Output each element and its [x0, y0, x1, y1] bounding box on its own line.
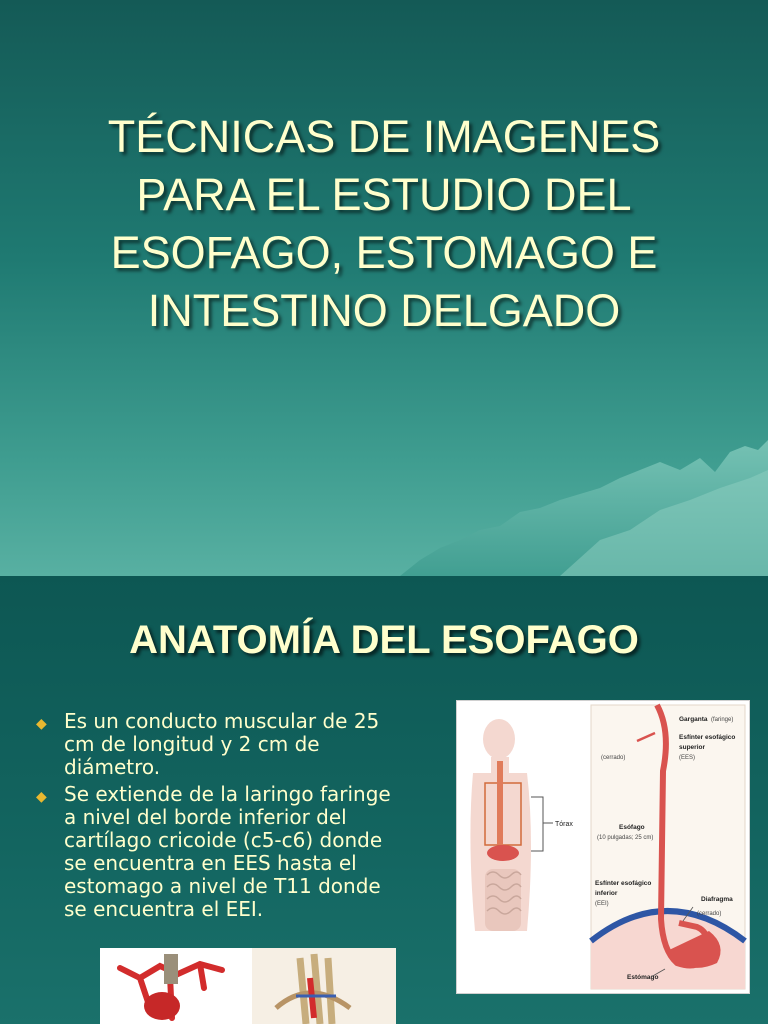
title-line: ESOFAGO, ESTOMAGO E: [110, 227, 658, 278]
bullet-line: estomago a nivel de T11 donde: [64, 874, 381, 898]
bullet-line: diámetro.: [64, 755, 161, 779]
esophagus-anatomy-figure: [456, 700, 750, 994]
figure-label: Diafragma: [701, 896, 733, 903]
slide-heading: ANATOMÍA DEL ESOFAGO: [129, 618, 639, 662]
bullet-line: se encuentra en EES hasta el: [64, 851, 357, 875]
figure-label: Garganta: [679, 716, 708, 723]
bullet-item: [36, 783, 454, 921]
figure-label: (faringe): [711, 717, 734, 723]
figure-label: (cerrado): [697, 911, 722, 917]
bullet-line: se encuentra el EEI.: [64, 897, 264, 921]
bullet-line: cm de longitud y 2 cm de: [64, 732, 320, 756]
figure-label: inferior: [595, 890, 618, 897]
esophagus-diagram: [457, 701, 749, 993]
figure-label: Tórax: [555, 821, 573, 828]
figure-label: (10 pulgadas; 25 cm): [597, 835, 654, 841]
bullet-line: cartílago cricoide (c5-c6) donde: [64, 828, 383, 852]
body-silhouette: [470, 719, 531, 931]
bullet-item: [36, 710, 454, 779]
slide-title: [30, 108, 738, 340]
figure-label: (EEI): [595, 901, 609, 907]
bullet-line: Es un conducto muscular de 25: [64, 709, 380, 733]
anatomy-thumbnails: [100, 948, 396, 1024]
bullet-line: Se extiende de la laringo faringe: [64, 782, 391, 806]
figure-label: Esfínter esofágico: [679, 734, 736, 741]
title-line: INTESTINO DELGADO: [147, 285, 621, 336]
bullet-line: a nivel del borde inferior del: [64, 805, 347, 829]
figure-label: (cerrado): [601, 755, 626, 761]
diamond-bullet-icon: ◆: [36, 789, 47, 805]
title-line: PARA EL ESTUDIO DEL: [136, 169, 632, 220]
anatomy-slide: [0, 576, 768, 1024]
bullet-list: [36, 710, 454, 925]
diamond-bullet-icon: ◆: [36, 716, 47, 732]
title-line: TÉCNICAS DE IMAGENES: [107, 111, 661, 162]
vascular-anatomy-images: [100, 948, 396, 1024]
figure-label: (EES): [679, 755, 696, 761]
figure-label: Esfínter esofágico: [595, 880, 652, 887]
figure-label: Estómago: [627, 974, 659, 981]
figure-label: Esófago: [619, 824, 645, 831]
figure-label: superior: [679, 744, 706, 751]
